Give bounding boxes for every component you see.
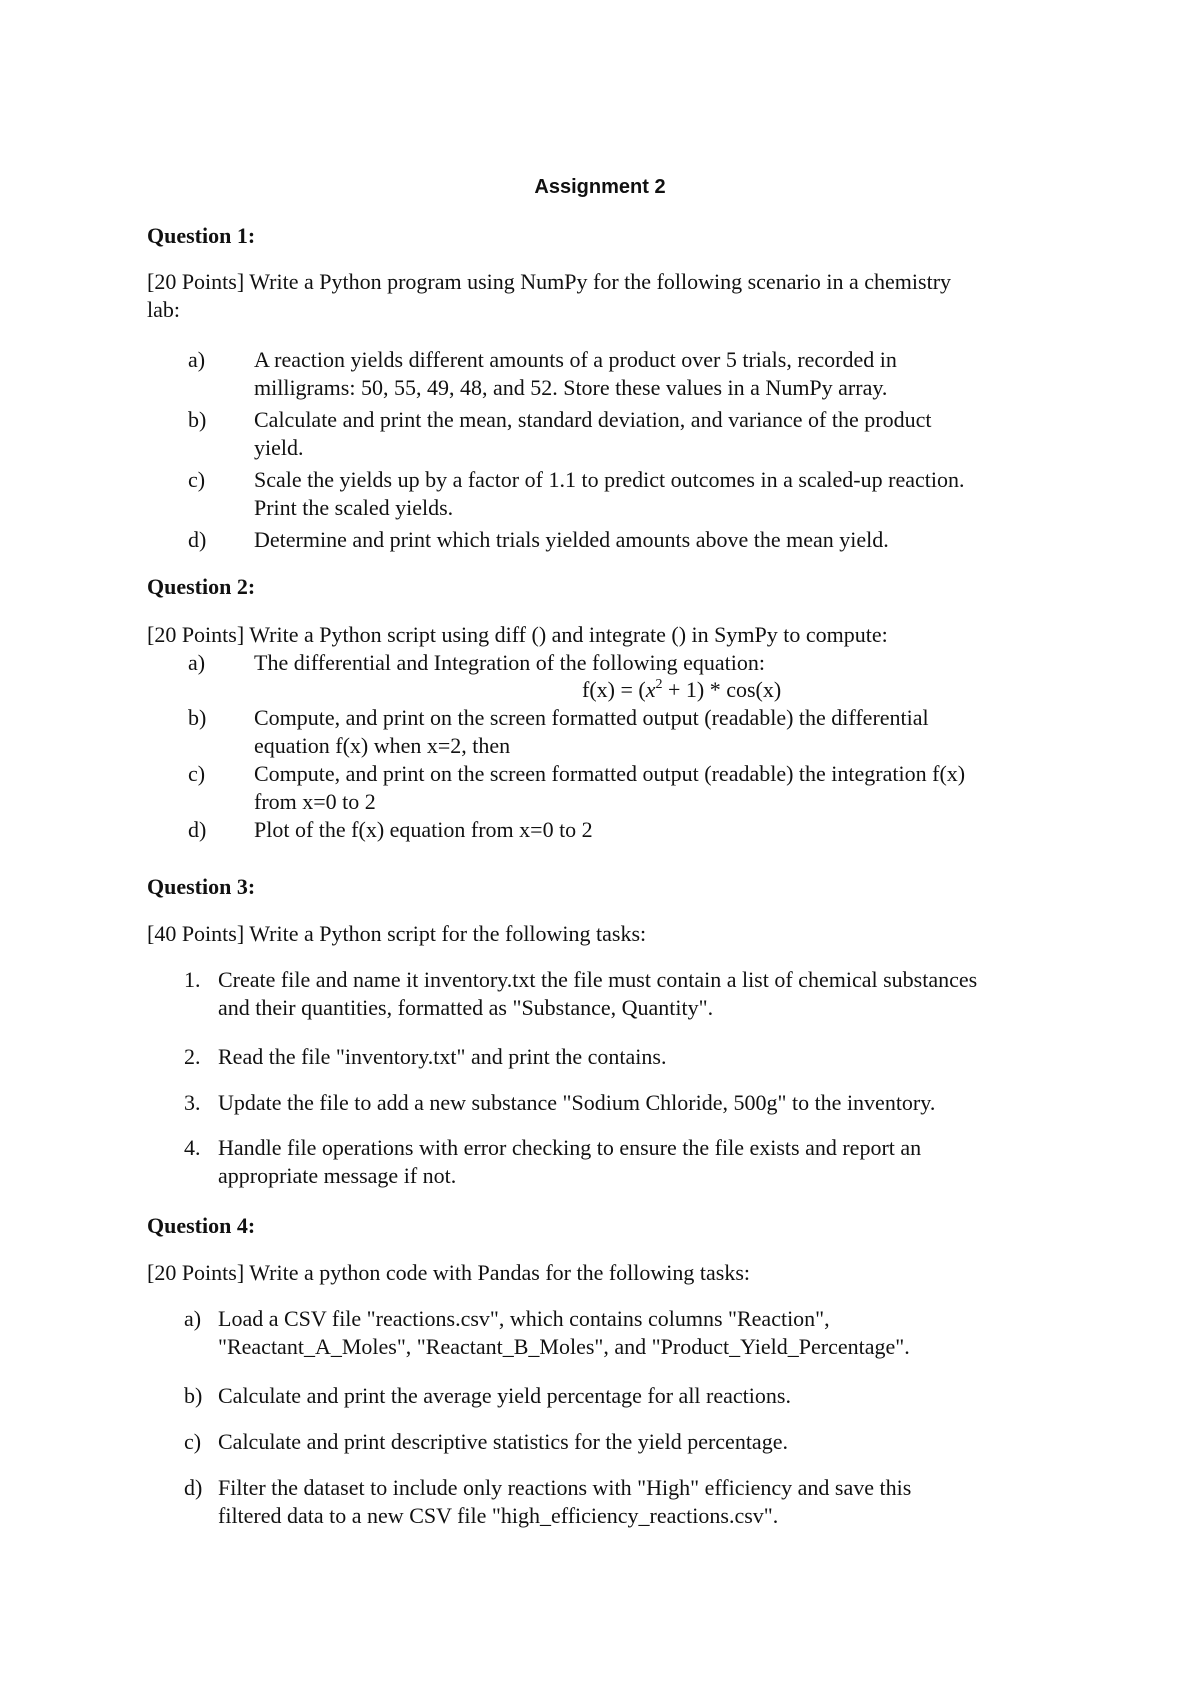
list-item-line: Compute, and print on the screen formatted output (readable) the differential	[254, 705, 929, 730]
list-item-line: Update the file to add a new substance "Sodium Chloride, 500g" to the inventory.	[218, 1090, 936, 1115]
list-marker: c)	[184, 1429, 202, 1454]
question-1-intro	[147, 268, 1067, 324]
list-item-line: Determine and print which trials yielded amounts above the mean yield.	[254, 527, 889, 552]
list-item-line: Handle file operations with error checking to ensure the file exists and report an	[218, 1135, 922, 1160]
list-marker: 1.	[184, 967, 201, 992]
list-item-line: The differential and Integration of the following equation:	[254, 650, 765, 675]
list-item-line: and their quantities, formatted as "Substance, Quantity".	[218, 995, 714, 1020]
list-marker: d)	[188, 527, 207, 552]
list-item-line: yield.	[254, 435, 304, 460]
list-marker: 3.	[184, 1090, 201, 1115]
list-item-line: Create file and name it inventory.txt the file must contain a list of chemical substances	[218, 967, 978, 992]
equation-lhs: f(x) = (	[582, 677, 646, 702]
list-item-line: Plot of the f(x) equation from x=0 to 2	[254, 817, 593, 842]
list-item-line: A reaction yields different amounts of a product over 5 trials, recorded in	[254, 347, 897, 372]
list-item-line: filtered data to a new CSV file "high_efficiency_reactions.csv".	[218, 1503, 779, 1528]
list-marker: b)	[188, 705, 207, 730]
question-4-heading: Question 4:	[147, 1213, 256, 1238]
question-1-heading: Question 1:	[147, 223, 256, 248]
list-marker: a)	[184, 1306, 202, 1331]
list-marker: a)	[188, 650, 206, 675]
question-3-heading: Question 3:	[147, 874, 256, 899]
list-item-line: Scale the yields up by a factor of 1.1 to predict outcomes in a scaled-up reaction.	[254, 467, 965, 492]
list-marker: c)	[188, 761, 206, 786]
list-item-line: Calculate and print the average yield percentage for all reactions.	[218, 1383, 791, 1408]
list-marker: c)	[188, 467, 206, 492]
equation	[582, 676, 781, 704]
list-item-line: equation f(x) when x=2, then	[254, 733, 511, 758]
list-marker: b)	[188, 407, 207, 432]
question-4-intro: [20 Points] Write a python code with Pandas for the following tasks:	[147, 1260, 751, 1285]
list-marker: b)	[184, 1383, 203, 1408]
question-1-intro-line-2: lab:	[147, 297, 180, 322]
list-item-line: Read the file "inventory.txt" and print the contains.	[218, 1044, 667, 1069]
list-item-line: Compute, and print on the screen formatted output (readable) the integration f(x)	[254, 761, 966, 786]
list-item-line: Load a CSV file "reactions.csv", which contains columns "Reaction",	[218, 1306, 830, 1331]
list-marker: 4.	[184, 1135, 201, 1160]
list-marker: a)	[188, 347, 206, 372]
list-marker: 2.	[184, 1044, 201, 1069]
equation-variable: x	[645, 677, 656, 702]
list-marker: d)	[184, 1475, 203, 1500]
equation-exponent: 2	[655, 677, 663, 692]
list-item-line: Calculate and print the mean, standard deviation, and variance of the product	[254, 407, 932, 432]
list-item-line: Print the scaled yields.	[254, 495, 454, 520]
list-item-line: from x=0 to 2	[254, 789, 376, 814]
list-marker: d)	[188, 817, 207, 842]
list-item-line: "Reactant_A_Moles", "Reactant_B_Moles", and "Product_Yield_Percentage".	[218, 1334, 910, 1359]
question-3-intro: [40 Points] Write a Python script for the following tasks:	[147, 921, 647, 946]
question-2-heading: Question 2:	[147, 574, 256, 599]
document-title: Assignment 2	[534, 176, 666, 198]
question-2-intro: [20 Points] Write a Python script using diff () and integrate () in SymPy to compute:	[147, 622, 888, 647]
list-item-line: Filter the dataset to include only reactions with "High" efficiency and save this	[218, 1475, 912, 1500]
equation-rhs: + 1) * cos(x)	[662, 677, 782, 702]
list-item-line: Calculate and print descriptive statistics for the yield percentage.	[218, 1429, 788, 1454]
question-1-intro-line-1: [20 Points] Write a Python program using NumPy for the following scenario in a chemistry	[147, 269, 952, 294]
list-item-line: appropriate message if not.	[218, 1163, 457, 1188]
list-item-line: milligrams: 50, 55, 49, 48, and 52. Store these values in a NumPy array.	[254, 375, 888, 400]
